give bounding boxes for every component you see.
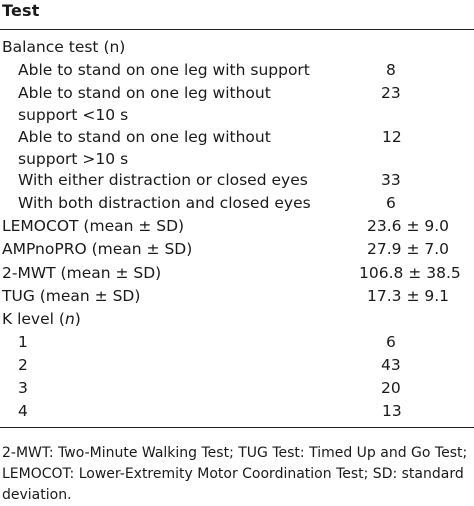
row-value: 13 xyxy=(382,402,402,421)
row-value: 27.9 ± 7.0 xyxy=(367,240,450,259)
row-label: 2-MWT (mean ± SD) xyxy=(2,263,162,282)
table-row-lemocot xyxy=(0,215,474,238)
row-label: 3 xyxy=(18,379,28,398)
row-label: AMPnoPRO (mean ± SD) xyxy=(2,240,193,259)
row-value: 6 xyxy=(386,194,396,213)
table-row-either-distraction xyxy=(0,169,474,192)
table-row-k-level xyxy=(0,308,474,331)
row-label-italic: n xyxy=(64,309,75,328)
table-row-ampnopro xyxy=(0,238,474,261)
row-label: LEMOCOT (mean ± SD) xyxy=(2,217,185,236)
row-label-prefix: K level ( xyxy=(2,309,65,328)
row-label-suffix: ) xyxy=(74,309,81,328)
row-value: 8 xyxy=(386,61,396,80)
row-value: 43 xyxy=(381,355,401,374)
row-label: 4 xyxy=(18,402,28,421)
table-row-both-distraction xyxy=(0,192,474,215)
row-value: 23.6 ± 9.0 xyxy=(367,217,450,236)
table-body xyxy=(0,36,474,423)
table-header-test: Test xyxy=(2,1,40,20)
row-value: 17.3 ± 9.1 xyxy=(367,286,450,305)
row-value: 12 xyxy=(382,127,402,146)
table-row-2mwt xyxy=(0,262,474,285)
table-row-without-support-gt10 xyxy=(0,126,474,170)
table-row-k1 xyxy=(0,331,474,354)
row-value: 6 xyxy=(386,332,396,351)
row-value: 23 xyxy=(381,84,401,103)
table-bottom-rule xyxy=(0,427,474,428)
row-label: Able to stand on one leg with support xyxy=(18,61,310,80)
row-label-line2: support <10 s xyxy=(18,106,129,125)
table-row-balance-test xyxy=(0,36,474,59)
row-label: 2 xyxy=(18,355,28,374)
row-label-line2: support >10 s xyxy=(18,149,129,168)
row-value: 33 xyxy=(381,171,401,190)
row-label: 1 xyxy=(18,332,28,351)
row-label: TUG (mean ± SD) xyxy=(2,286,141,305)
table-row-k2 xyxy=(0,354,474,377)
row-label: Balance test (n) xyxy=(2,38,126,56)
table-row-tug xyxy=(0,285,474,308)
header-rule xyxy=(0,29,474,30)
row-label: With both distraction and closed eyes xyxy=(18,194,311,213)
table-row-with-support xyxy=(0,59,474,82)
table-footnote: 2-MWT: Two-Minute Walking Test; TUG Test: Timed Up and Go Test; LEMOCOT: Lower-Extremity Motor Coordination Test; SD: standard deviation. xyxy=(2,445,468,503)
table-row-k3 xyxy=(0,377,474,400)
row-label-line1: Able to stand on one leg without xyxy=(18,84,271,103)
row-value: 20 xyxy=(381,379,401,398)
row-value: 106.8 ± 38.5 xyxy=(359,263,461,282)
table-row-k4 xyxy=(0,400,474,423)
row-label-line1: Able to stand on one leg without xyxy=(18,127,271,146)
table-row-without-support-lt10 xyxy=(0,82,474,126)
row-label: With either distraction or closed eyes xyxy=(18,171,308,190)
